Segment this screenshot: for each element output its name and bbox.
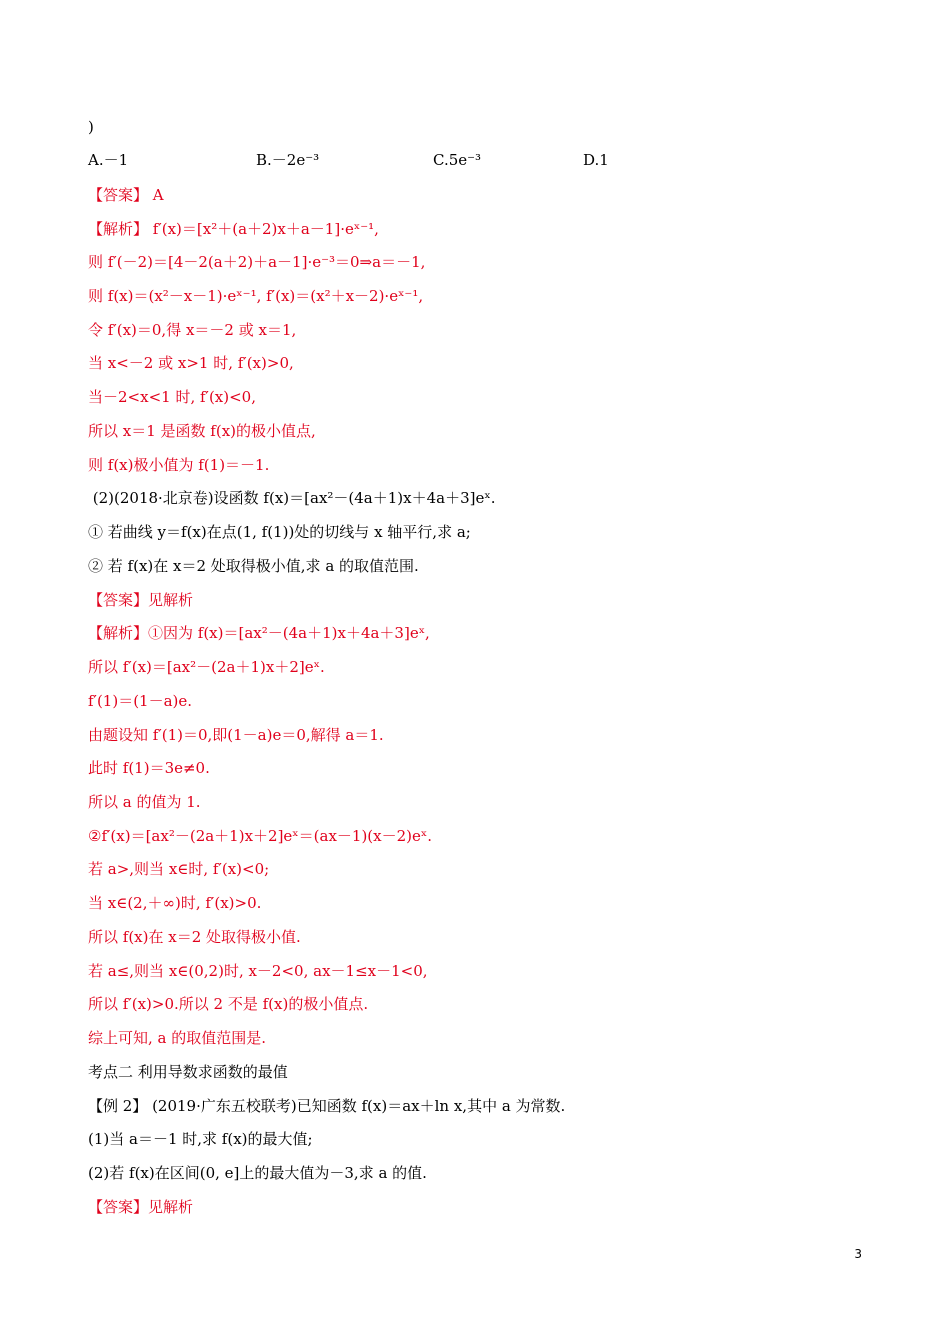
solution-1-line: 则 f′(－2)＝[4－2(a＋2)＋a－1]·e⁻³＝0⇒a＝－1, [88, 253, 426, 271]
solution-1-line: 所以 x＝1 是函数 f(x)的极小值点, [88, 422, 316, 440]
example-2-stem: 【例 2】 (2019·广东五校联考)已知函数 f(x)＝ax＋ln x,其中 a 为常数. [88, 1097, 566, 1115]
option-b: B.－2e⁻³ [256, 151, 320, 169]
solution-2-line: f′(1)＝(1－a)e. [88, 692, 193, 710]
page-number: 3 [854, 1247, 862, 1261]
solution-2-line: 由题设知 f′(1)＝0,即(1－a)e＝0,解得 a＝1. [88, 726, 384, 744]
closing-paren: ) [88, 118, 94, 136]
option-a: A.－1 [88, 151, 129, 169]
solution-2-line: 所以 f′(x)＝[ax²－(2a＋1)x＋2]eˣ. [88, 658, 325, 676]
question-2-stem: (2)(2018·北京卷)设函数 f(x)＝[ax²－(4a＋1)x＋4a＋3]eˣ. [88, 489, 496, 507]
options-row [0, 150, 950, 170]
solution-2-line: 若 a≤,则当 x∈(0,2)时, x－2<0, ax－1≤x－1<0, [88, 962, 428, 980]
question-2-part: ② 若 f(x)在 x＝2 处取得极小值,求 a 的取值范围. [88, 557, 419, 575]
answer-1: 【答案】 A [88, 186, 164, 204]
example-2-part: (2)若 f(x)在区间(0, e]上的最大值为－3,求 a 的值. [88, 1164, 427, 1182]
example-2-part: (1)当 a＝－1 时,求 f(x)的最大值; [88, 1130, 313, 1148]
solution-2-line: 所以 f′(x)>0.所以 2 不是 f(x)的极小值点. [88, 995, 369, 1013]
solution-1-line: 则 f(x)＝(x²－x－1)·eˣ⁻¹, f′(x)＝(x²＋x－2)·eˣ⁻¹, [88, 287, 424, 305]
answer-2: 【答案】见解析 [88, 591, 194, 609]
solution-2-line: 当 x∈(2,＋∞)时, f′(x)>0. [88, 894, 262, 912]
solution-2-line: 此时 f(1)＝3e≠0. [88, 759, 210, 777]
option-d: D.1 [583, 151, 609, 169]
solution-2-line: 【解析】①因为 f(x)＝[ax²－(4a＋1)x＋4a＋3]eˣ, [88, 624, 430, 642]
solution-1-line: 当－2<x<1 时, f′(x)<0, [88, 388, 256, 406]
solution-2-line: 所以 f(x)在 x＝2 处取得极小值. [88, 928, 301, 946]
question-2-part: ① 若曲线 y＝f(x)在点(1, f(1))处的切线与 x 轴平行,求 a; [88, 523, 471, 541]
answer-3: 【答案】见解析 [88, 1198, 194, 1216]
solution-2-line: 若 a>,则当 x∈时, f′(x)<0; [88, 860, 270, 878]
solution-1-line: 【解析】 f′(x)＝[x²＋(a＋2)x＋a－1]·eˣ⁻¹, [88, 220, 379, 238]
solution-1-line: 当 x<－2 或 x>1 时, f′(x)>0, [88, 354, 294, 372]
solution-2-line: ②f′(x)＝[ax²－(2a＋1)x＋2]eˣ＝(ax－1)(x－2)eˣ. [88, 827, 433, 845]
solution-1-line: 则 f(x)极小值为 f(1)＝－1. [88, 456, 270, 474]
solution-2-line: 所以 a 的值为 1. [88, 793, 201, 811]
solution-1-line: 令 f′(x)＝0,得 x＝－2 或 x＝1, [88, 321, 297, 339]
option-c: C.5e⁻³ [433, 151, 482, 169]
section-heading: 考点二 利用导数求函数的最值 [88, 1063, 288, 1081]
solution-2-line: 综上可知, a 的取值范围是. [88, 1029, 267, 1047]
